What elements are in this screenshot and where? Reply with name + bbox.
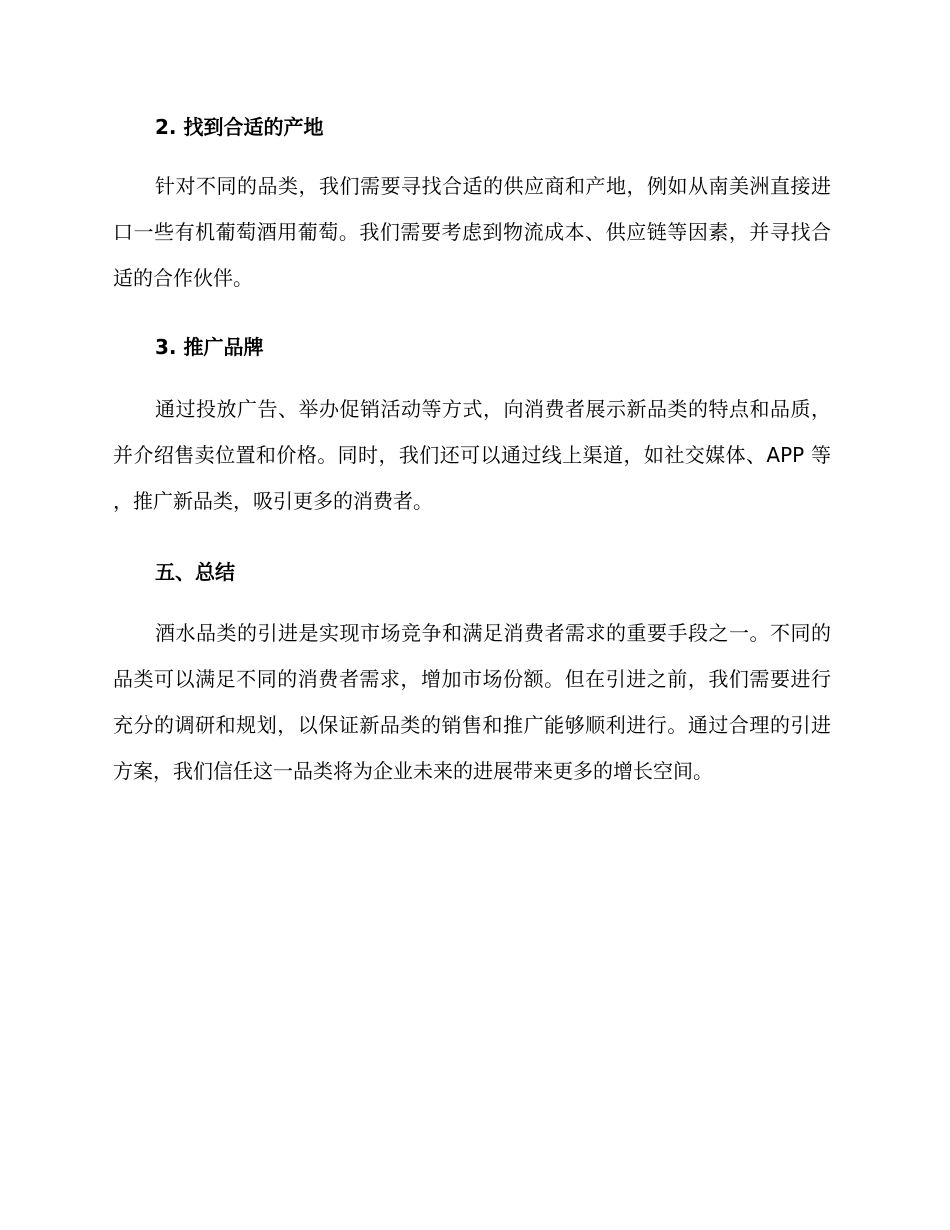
section-heading-summary: 五、总结	[155, 560, 235, 584]
section-heading-find-origin: 2. 找到合适的产地	[155, 115, 324, 139]
section-paragraph-promote-brand: 通过投放广告、举办促销活动等方式，向消费者展示新品类的特点和品质，并介绍售卖位置和价格。同时，我们还可以通过线上渠道，如社交媒体、APP 等，推广新品类，吸引更多的消费者。	[113, 397, 831, 513]
document-body	[113, 111, 831, 794]
section-paragraph-find-origin: 针对不同的品类，我们需要寻找合适的供应商和产地，例如从南美洲直接进口一些有机葡萄酒用葡萄。我们需要考虑到物流成本、供应链等因素，并寻找合适的合作伙伴。	[113, 174, 831, 290]
section-heading-promote-brand: 3. 推广品牌	[155, 335, 264, 359]
section-paragraph-summary: 酒水品类的引进是实现市场竞争和满足消费者需求的重要手段之一。不同的品类可以满足不同的消费者需求，增加市场份额。但在引进之前，我们需要进行充分的调研和规划，以保证新品类的销售和推广能够顺利进行。通过合理的引进方案，我们信任这一品类将为企业未来的进展带来更多的增长空间。	[113, 621, 831, 783]
